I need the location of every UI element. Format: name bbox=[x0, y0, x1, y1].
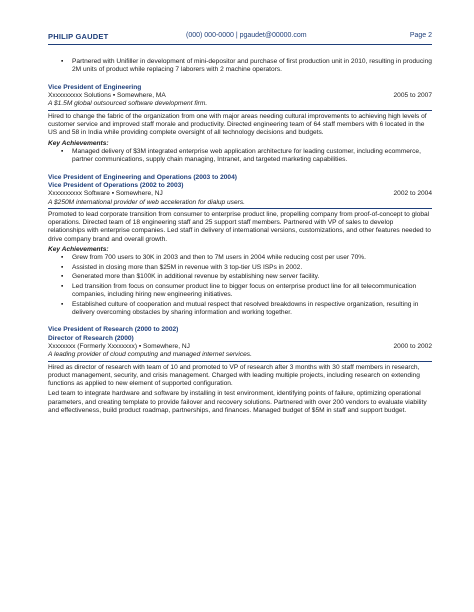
achievement-list bbox=[48, 148, 432, 165]
bullet-icon: ▪ bbox=[61, 300, 64, 308]
list-item: ▪ Led transition from focus on consumer product line to bigger focus on enterprise product line for all telecommunication companies, including hiring new engineering initiatives. bbox=[61, 282, 417, 299]
company-name: Xxxxxxxxxx Software ▪ Somewhere, NJ bbox=[48, 190, 163, 198]
key-achievements-label: Key Achievements: bbox=[48, 246, 109, 254]
company-tagline: A leading provider of cloud computing and managed internet services. bbox=[48, 351, 432, 361]
contact-info: (000) 000-0000 | pgaudet@00000.com bbox=[186, 32, 307, 39]
candidate-name: PHILIP GAUDET bbox=[48, 32, 109, 41]
bullet-icon: ▪ bbox=[61, 58, 64, 65]
list-item: ▪ Generated more than $100K in additional revenue by establishing new server facility. bbox=[61, 273, 320, 281]
job-entry-engineering-operations bbox=[48, 174, 432, 318]
company-tagline: A $1.5M global outsourced software development firm. bbox=[48, 100, 432, 110]
job-description: Led team to integrate hardware and software by installing in test environment, identifying points of failure, optimizing operational parameters, and creating template to provide failover and recovery solutions. Partnered with over 200 vendors to evaluate viability and effectiveness, build product roadmap, partnerships, and finances. Managed budget of $5M in staff and support budget. bbox=[48, 390, 427, 414]
job-description: Promoted to lead corporate transition from consumer to enterprise product line, propelling company from proof-of-concept to global operations. Directed team of 18 engineering staff and 25 support staff members. Partnered with VP of sales to develop relationships with enterprise companies. Led staff in delivery of international versions, customizations, and other features needed to drive company brand and overall growth. bbox=[48, 210, 431, 243]
job-heading: Vice President of Engineering and Operations (2003 to 2004) bbox=[48, 173, 237, 181]
list-item: ▪ Grew from 700 users to 30K in 2003 and then to 7M users in 2004 while reducing cost per user 70%. bbox=[61, 254, 366, 262]
job-title: Vice President of Operations (2002 to 2003) bbox=[48, 181, 184, 189]
page-number: Page 2 bbox=[409, 32, 432, 39]
job-dates: 2005 to 2007 bbox=[393, 92, 432, 100]
company-row bbox=[48, 190, 432, 198]
job-dates: 2000 to 2002 bbox=[393, 342, 432, 350]
company-name: Xxxxxxxxxx Solutions ▪ Somewhere, MA bbox=[48, 92, 166, 100]
job-entry-research bbox=[48, 326, 432, 415]
bullet-icon: ▪ bbox=[61, 282, 64, 290]
key-achievements-label: Key Achievements: bbox=[48, 139, 109, 147]
job-title: Director of Research (2000) bbox=[48, 334, 134, 342]
list-item: ▪ Assisted in closing more than $25M in revenue with 3 top-tier US ISPs in 2002. bbox=[61, 263, 303, 271]
bullet-icon: ▪ bbox=[61, 147, 64, 155]
previous-job-bullets bbox=[48, 58, 432, 75]
bullet-icon: ▪ bbox=[61, 273, 64, 281]
company-row bbox=[48, 343, 432, 351]
job-title: Vice President of Engineering bbox=[48, 83, 142, 91]
resume-content bbox=[48, 58, 432, 417]
job-entry-engineering bbox=[48, 84, 432, 165]
page-header bbox=[48, 31, 432, 45]
company-tagline: A $250M international provider of web acceleration for dialup users. bbox=[48, 199, 432, 209]
list-item: ▪ Partnered with Unifiller in development of mini-depositor and purchase of first production unit in 2010, resulting in producing 2M units of product while replacing 7 laborers with 2 machine operators. bbox=[61, 58, 432, 74]
job-dates: 2002 to 2004 bbox=[393, 190, 432, 198]
job-heading: Vice President of Research (2000 to 2002) bbox=[48, 326, 179, 334]
bullet-icon: ▪ bbox=[61, 263, 64, 271]
achievement-list bbox=[48, 254, 432, 317]
company-name: Xxxxxxxx (Formerly Xxxxxxxx) ▪ Somewhere, NJ bbox=[48, 342, 190, 350]
job-description: Hired to change the fabric of the organization from one with major areas needing cultural improvements to achieving high levels of customer service and improved staff morale and productivity. Directed engineering team of 64 staff members with 6 located in the US and 58 in India while providing complete oversight of all technology decisions and budgets. bbox=[48, 112, 427, 137]
list-item: ▪ Established culture of cooperation and mutual respect that resolved breakdowns in respective organization, resulting in delivery overcoming obstacles by sharing information and working together. bbox=[61, 300, 419, 316]
company-row bbox=[48, 92, 432, 100]
job-description: Hired as director of research with team of 10 and promoted to VP of research after 3 months with 30 staff members in research, product management, security, and crisis management. Charged with leading multiple projects, including research on extending functions as applied to new element of supported configuration. bbox=[48, 363, 420, 388]
bullet-icon: ▪ bbox=[61, 254, 64, 262]
list-item: ▪ Managed delivery of $3M integrated enterprise web application architecture for leading customer, including ecommerce, partner communications, supply chain managing, Intranet, and targeted marketing capabilities. bbox=[61, 147, 421, 164]
